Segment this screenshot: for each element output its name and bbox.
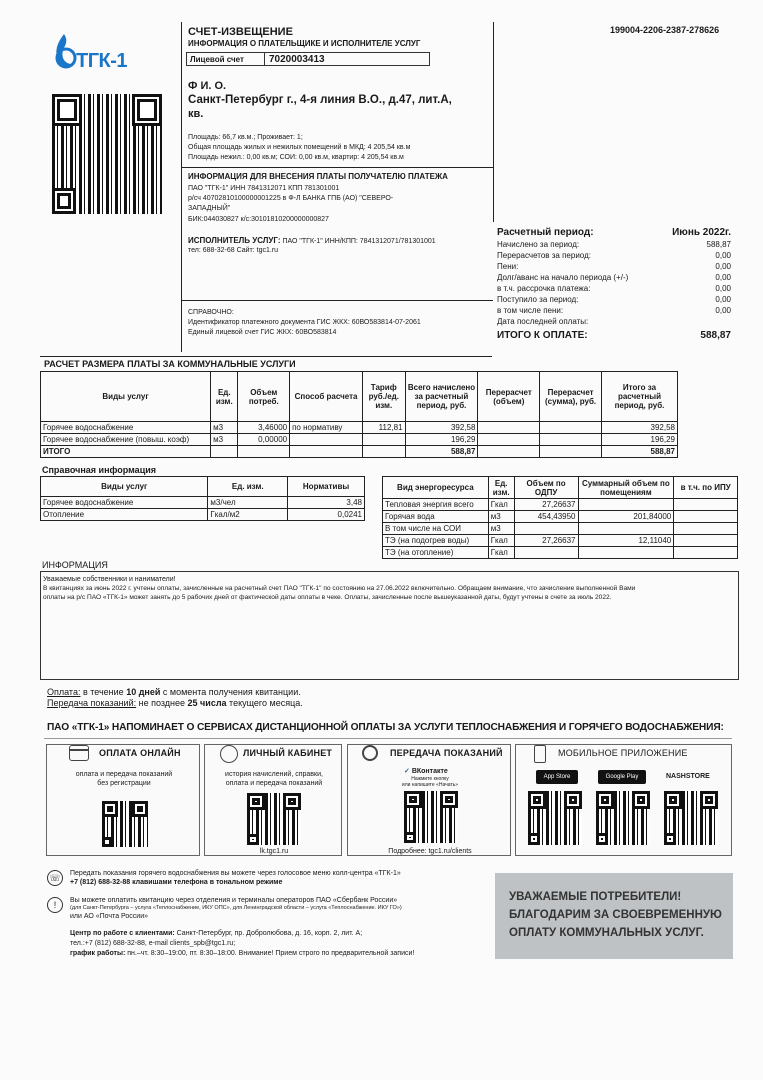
energy-cell: Гкал bbox=[488, 535, 514, 547]
online-title: ОПЛАТА ОНЛАЙН bbox=[99, 748, 181, 758]
cabinet-link[interactable]: lk.tgc1.ru bbox=[259, 848, 289, 855]
area-line-3: Площадь нежил.: 0,00 кв.м; СОИ: 0,00 кв.м, квартир: 4 205,54 кв.м bbox=[188, 154, 404, 161]
calc-header: Итого за расчетный период, руб. bbox=[601, 372, 677, 422]
thanks-line-3: ОПЛАТУ КОММУНАЛЬНЫХ УСЛУГ. bbox=[509, 927, 704, 939]
calc-row bbox=[41, 446, 678, 458]
energy-cell: 201,84000 bbox=[578, 511, 674, 523]
calc-cell: м3 bbox=[211, 434, 238, 446]
thanks-line-1: УВАЖАЕМЫЕ ПОТРЕБИТЕЛИ! bbox=[509, 891, 682, 903]
doc-subtitle: ИНФОРМАЦИЯ О ПЛАТЕЛЬЩИКЕ И ИСПОЛНИТЕЛЕ УСЛУГ bbox=[188, 39, 421, 48]
calc-cell: 0,00000 bbox=[238, 434, 290, 446]
center-line-3 bbox=[70, 949, 414, 958]
calc-cell bbox=[363, 446, 406, 458]
account-label: Лицевой счет bbox=[190, 55, 244, 64]
calc-cell bbox=[211, 446, 238, 458]
doc-title: СЧЕТ-ИЗВЕЩЕНИЕ bbox=[188, 26, 293, 38]
calc-header: Виды услуг bbox=[41, 372, 211, 422]
pay-line-2: (для Санкт-Петербурга – услуга «Теплоснабжение, ИКУ ОПС», для Ленинградской области – услуга «Теплоснабжение. ИКУ ГО») bbox=[70, 905, 402, 911]
period-row bbox=[497, 239, 731, 250]
cabinet-desc-1: история начислений, справки, bbox=[225, 771, 323, 778]
period-row bbox=[497, 272, 731, 283]
calc-cell: 588,87 bbox=[601, 446, 677, 458]
energy-cell bbox=[514, 523, 578, 535]
calc-cell bbox=[478, 434, 540, 446]
center-line-1 bbox=[70, 929, 362, 938]
reference-title: СПРАВОЧНО: bbox=[188, 309, 234, 316]
calc-cell: по нормативу bbox=[290, 422, 363, 434]
calc-header: Перерасчет (объем) bbox=[478, 372, 540, 422]
energy-row bbox=[383, 535, 738, 547]
calc-cell bbox=[290, 446, 363, 458]
energy-cell bbox=[578, 523, 674, 535]
energy-cell bbox=[674, 523, 738, 535]
calc-cell: ИТОГО bbox=[41, 446, 211, 458]
schedule-text: пн.–чт. 8:30–19:00, пт. 8:30–18:00. Внимание! Прием строго по предварительной записи! bbox=[125, 950, 415, 957]
center-address: Санкт-Петербург, пр. Добролюбова, д. 16, корп. 2, лит. А; bbox=[174, 930, 363, 937]
app-card[interactable] bbox=[515, 744, 732, 856]
nashstore-qr-code[interactable] bbox=[664, 791, 718, 845]
payee-line-1: ПАО "ТГК-1" ИНН 7841312071 КПП 781301001 bbox=[188, 185, 340, 192]
calc-cell bbox=[478, 422, 540, 434]
energy-row bbox=[383, 523, 738, 535]
online-qr-code[interactable] bbox=[102, 801, 148, 847]
center-label: Центр по работе с клиентами: bbox=[70, 930, 175, 937]
period-row bbox=[497, 250, 731, 261]
calc-cell bbox=[290, 434, 363, 446]
energy-cell: ТЭ (на отопление) bbox=[383, 547, 489, 559]
calc-cell: 392,58 bbox=[405, 422, 478, 434]
info-title: ИНФОРМАЦИЯ bbox=[42, 560, 108, 570]
area-line-1: Площадь: 66,7 кв.м.; Проживает: 1; bbox=[188, 134, 303, 141]
energy-cell bbox=[674, 511, 738, 523]
energy-header: Объем по ОДПУ bbox=[514, 477, 578, 499]
calc-cell: Горячее водоснабжение bbox=[41, 422, 211, 434]
info-line-3: оплаты на р/с ПАО «ТГК-1» может занять до 5 рабочих дней от фактической даты оплаты в чеке. Оплаты, зачисленные после вышеуказанной даты, будут учтены в счете за июль 2022. bbox=[43, 594, 612, 601]
appstore-qr-code[interactable] bbox=[528, 791, 582, 845]
schedule-label: график работы: bbox=[70, 950, 126, 957]
calc-header: Тариф руб./ед. изм. bbox=[363, 372, 406, 422]
cabinet-qr-code[interactable] bbox=[247, 793, 301, 845]
pay-label: Оплата: bbox=[47, 687, 81, 697]
calc-row bbox=[41, 422, 678, 434]
calc-cell bbox=[540, 446, 602, 458]
period-row-value: 0,00 bbox=[715, 284, 731, 293]
period-row-value: 0,00 bbox=[715, 306, 731, 315]
phone-call-icon: ☏ bbox=[47, 870, 63, 886]
ref-cell: 0,0241 bbox=[288, 509, 365, 521]
thanks-box bbox=[495, 873, 733, 959]
payment-term bbox=[47, 687, 301, 698]
payer-address: Санкт-Петербург г., 4-я линия В.О., д.47, лит.А, bbox=[188, 94, 452, 106]
energy-cell bbox=[578, 547, 674, 559]
payee-line-2: р/сч 40702810100000001225 в Ф-Л БАНКА ГПБ (АО) "СЕВЕРО- bbox=[188, 195, 394, 202]
calc-cell: 112,81 bbox=[363, 422, 406, 434]
ref-cell: Горячее водоснабжение bbox=[41, 497, 208, 509]
phone-icon bbox=[534, 745, 546, 763]
calc-header: Ед. изм. bbox=[211, 372, 238, 422]
meter-label: Передача показаний: bbox=[47, 698, 137, 708]
period-row-value: 0,00 bbox=[715, 295, 731, 304]
energy-cell: м3 bbox=[488, 523, 514, 535]
calc-cell bbox=[540, 434, 602, 446]
meter-term bbox=[47, 698, 303, 709]
period-summary bbox=[497, 226, 731, 342]
calc-cell bbox=[238, 446, 290, 458]
ref-cell: м3/чел bbox=[208, 497, 288, 509]
meter-link[interactable]: Подробнее: tgc1.ru/clients bbox=[388, 848, 472, 855]
calc-cell bbox=[363, 434, 406, 446]
vk-icon: ✓ bbox=[404, 768, 410, 775]
calc-row bbox=[41, 434, 678, 446]
payer-name: Ф И. О. bbox=[188, 80, 227, 92]
meter-text-b: текущего месяца. bbox=[226, 698, 303, 708]
thanks-line-2: БЛАГОДАРИМ ЗА СВОЕВРЕМЕННУЮ bbox=[509, 909, 722, 921]
meter-title: ПЕРЕДАЧА ПОКАЗАНИЙ bbox=[390, 748, 503, 758]
period-label: Расчетный период: bbox=[497, 227, 594, 238]
cabinet-desc-2: оплата и передача показаний bbox=[225, 780, 323, 787]
energy-cell bbox=[674, 499, 738, 511]
energy-cell bbox=[578, 499, 674, 511]
calc-cell bbox=[478, 446, 540, 458]
calc-cell: 588,87 bbox=[405, 446, 478, 458]
period-row-label: Перерасчетов за период: bbox=[497, 251, 591, 260]
phone-line-2: +7 (812) 688-32-88 клавишами телефона в тональном режиме bbox=[70, 879, 283, 886]
account-box bbox=[186, 52, 430, 66]
period-row-value: 588,87 bbox=[706, 240, 731, 249]
info-line-2: В квитанциях за июнь 2022 г. учтены оплаты, зачисленные на расчетный счет ПАО "ТГК-1" по состоянию на 27.06.2022 включительно. Обращаем внимание, что зачисление выполненной Вами bbox=[43, 585, 636, 592]
calc-header: Способ расчета bbox=[290, 372, 363, 422]
period-row bbox=[497, 305, 731, 316]
energy-cell bbox=[674, 547, 738, 559]
calc-cell: 392,58 bbox=[601, 422, 677, 434]
meter-qr-code[interactable] bbox=[404, 791, 458, 843]
phone-line-1: Передать показания горячего водоснабжения вы можете через голосовое меню колл-центра «ТГК-1» bbox=[70, 870, 401, 877]
calc-cell: м3 bbox=[211, 422, 238, 434]
online-desc-2: без регистрации bbox=[97, 780, 151, 787]
cabinet-card[interactable] bbox=[204, 744, 342, 856]
period-value: Июнь 2022г. bbox=[672, 227, 731, 238]
info-icon: ! bbox=[47, 897, 63, 913]
ref-header: Нормативы bbox=[288, 477, 365, 497]
period-row-label: Начислено за период: bbox=[497, 240, 580, 249]
pay-line-1: Вы можете оплатить квитанцию через отделения и терминалы операторов ПАО «Сбербанк России» bbox=[70, 897, 398, 904]
energy-header: Вид энергоресурса bbox=[383, 477, 489, 499]
pay-text-b: с момента получения квитанции. bbox=[160, 687, 301, 697]
document-number: 199004-2206-2387-278626 bbox=[610, 25, 720, 35]
calc-header: Объем потреб. bbox=[238, 372, 290, 422]
period-row-label: в том числе пени: bbox=[497, 306, 564, 315]
ref-row bbox=[41, 509, 365, 521]
period-row bbox=[497, 294, 731, 305]
executor-label: ИСПОЛНИТЕЛЬ УСЛУГ: bbox=[188, 236, 281, 245]
period-row-value: 0,00 bbox=[715, 251, 731, 260]
vk-label[interactable] bbox=[404, 767, 448, 776]
energy-cell: Тепловая энергия всего bbox=[383, 499, 489, 511]
reference-line-1: Идентификатор платежного документа ГИС ЖКХ: 60ВО583814-07-2061 bbox=[188, 319, 421, 326]
gauge-icon bbox=[362, 745, 378, 761]
vk-text: ВКонтакте bbox=[411, 768, 448, 775]
vk-sub-2: или напишите «Начать» bbox=[401, 782, 459, 788]
pay-line-3: или АО «Почта России» bbox=[70, 913, 148, 920]
app-title: МОБИЛЬНОЕ ПРИЛОЖЕНИЕ bbox=[558, 748, 688, 758]
total-label: ИТОГО К ОПЛАТЕ: bbox=[497, 330, 588, 341]
ref-info-title: Справочная информация bbox=[42, 465, 157, 475]
energy-cell: 27,26637 bbox=[514, 499, 578, 511]
payment-qr-code bbox=[52, 94, 162, 214]
googleplay-badge[interactable]: Google Play bbox=[598, 770, 646, 784]
payer-address-apt: кв. bbox=[188, 108, 204, 120]
reference-line-2: Единый лицевой счет ГИС ЖКХ: 60ВО583814 bbox=[188, 329, 337, 336]
energy-row bbox=[383, 547, 738, 559]
card-icon bbox=[69, 745, 89, 761]
energy-row bbox=[383, 499, 738, 511]
period-row-value: 0,00 bbox=[715, 273, 731, 282]
calc-header: Перерасчет (сумма), руб. bbox=[540, 372, 602, 422]
period-row-value: 0,00 bbox=[715, 262, 731, 271]
energy-cell: Гкал bbox=[488, 547, 514, 559]
calc-table bbox=[40, 371, 678, 458]
period-row-label: Долг/аванс на начало периода (+/-) bbox=[497, 273, 629, 282]
period-row-label: Поступило за период: bbox=[497, 295, 579, 304]
vk-sub-1: Нажмите кнопку bbox=[411, 776, 449, 782]
calc-cell: 3,46000 bbox=[238, 422, 290, 434]
energy-cell: 27,26637 bbox=[514, 535, 578, 547]
calc-header: Всего начислено за расчетный период, руб. bbox=[405, 372, 478, 422]
online-payment-card[interactable] bbox=[46, 744, 200, 856]
energy-cell: В том числе на СОИ bbox=[383, 523, 489, 535]
period-row bbox=[497, 261, 731, 272]
energy-header: в т.ч. по ИПУ bbox=[674, 477, 738, 499]
tgk1-logo bbox=[50, 28, 130, 76]
ref-cell: Отопление bbox=[41, 509, 208, 521]
executor-line bbox=[188, 236, 436, 246]
ref-header: Виды услуг bbox=[41, 477, 208, 497]
energy-table bbox=[382, 476, 738, 559]
payee-title: ИНФОРМАЦИЯ ДЛЯ ВНЕСЕНИЯ ПЛАТЫ ПОЛУЧАТЕЛЮ ПЛАТЕЖА bbox=[188, 172, 448, 181]
meter-text-a: не позднее bbox=[136, 698, 188, 708]
energy-cell bbox=[514, 547, 578, 559]
energy-header: Ед. изм. bbox=[488, 477, 514, 499]
meter-card[interactable] bbox=[347, 744, 511, 856]
user-icon bbox=[220, 745, 238, 763]
period-row-label: в т.ч. рассрочка платежа: bbox=[497, 284, 591, 293]
energy-cell: Гкал bbox=[488, 499, 514, 511]
energy-cell: 12,11040 bbox=[578, 535, 674, 547]
ref-cell: Гкал/м2 bbox=[208, 509, 288, 521]
period-row-label: Пени: bbox=[497, 262, 519, 271]
energy-cell: Горячая вода bbox=[383, 511, 489, 523]
services-banner: ПАО «ТГК-1» НАПОМИНАЕТ О СЕРВИСАХ ДИСТАНЦИОННОЙ ОПЛАТЫ ЗА УСЛУГИ ТЕПЛОСНАБЖЕНИЯ И ГОРЯЧЕГО ВОДОСНАБЖЕНИЯ: bbox=[47, 722, 724, 733]
googleplay-qr-code[interactable] bbox=[596, 791, 650, 845]
info-box bbox=[40, 571, 739, 680]
calc-title: РАСЧЕТ РАЗМЕРА ПЛАТЫ ЗА КОММУНАЛЬНЫЕ УСЛУГИ bbox=[44, 359, 296, 369]
period-row bbox=[497, 316, 731, 327]
calc-cell: Горячее водоснабжение (повыш. коэф) bbox=[41, 434, 211, 446]
nashstore-badge[interactable]: NASHSTORE bbox=[666, 773, 710, 780]
info-line-1: Уважаемые собственники и наниматели! bbox=[43, 576, 176, 583]
ref-row bbox=[41, 497, 365, 509]
energy-cell bbox=[674, 535, 738, 547]
ref-cell: 3,48 bbox=[288, 497, 365, 509]
online-desc-1: оплата и передача показаний bbox=[75, 771, 173, 778]
center-line-2: тел.:+7 (812) 688-32-88, e-mail clients_spb@tgc1.ru; bbox=[70, 940, 236, 947]
pay-bold: 10 дней bbox=[126, 687, 161, 697]
account-value: 7020003413 bbox=[269, 54, 325, 65]
period-row-label: Дата последней оплаты: bbox=[497, 317, 589, 326]
area-line-2: Общая площадь жилых и нежилых помещений в МКД: 4 205,54 кв.м bbox=[188, 144, 411, 151]
total-value: 588,87 bbox=[700, 330, 731, 341]
cabinet-title: ЛИЧНЫЙ КАБИНЕТ bbox=[243, 748, 333, 758]
energy-cell: м3 bbox=[488, 511, 514, 523]
executor-phone: тел: 688-32-68 Сайт: tgc1.ru bbox=[188, 247, 279, 254]
energy-header: Суммарный объем по помещениям bbox=[578, 477, 674, 499]
meter-bold: 25 числа bbox=[187, 698, 227, 708]
pay-text-a: в течение bbox=[80, 687, 127, 697]
calc-cell: 196,29 bbox=[601, 434, 677, 446]
energy-cell: 454,43950 bbox=[514, 511, 578, 523]
payee-line-4: БИК:044030827 к/с:30101810200000000827 bbox=[188, 216, 329, 223]
period-row bbox=[497, 283, 731, 294]
energy-cell: ТЭ (на подогрев воды) bbox=[383, 535, 489, 547]
payee-line-3: ЗАПАДНЫЙ" bbox=[188, 205, 231, 212]
energy-row bbox=[383, 511, 738, 523]
calc-cell: 196,29 bbox=[405, 434, 478, 446]
ref-info-table bbox=[40, 476, 365, 521]
ref-header: Ед. изм. bbox=[208, 477, 288, 497]
calc-cell bbox=[540, 422, 602, 434]
executor-value: ПАО "ТГК-1" ИНН/КПП: 7841312071/781301001 bbox=[282, 238, 436, 245]
appstore-badge[interactable]: App Store bbox=[536, 770, 578, 784]
logo-text: ТГК-1 bbox=[76, 50, 128, 72]
